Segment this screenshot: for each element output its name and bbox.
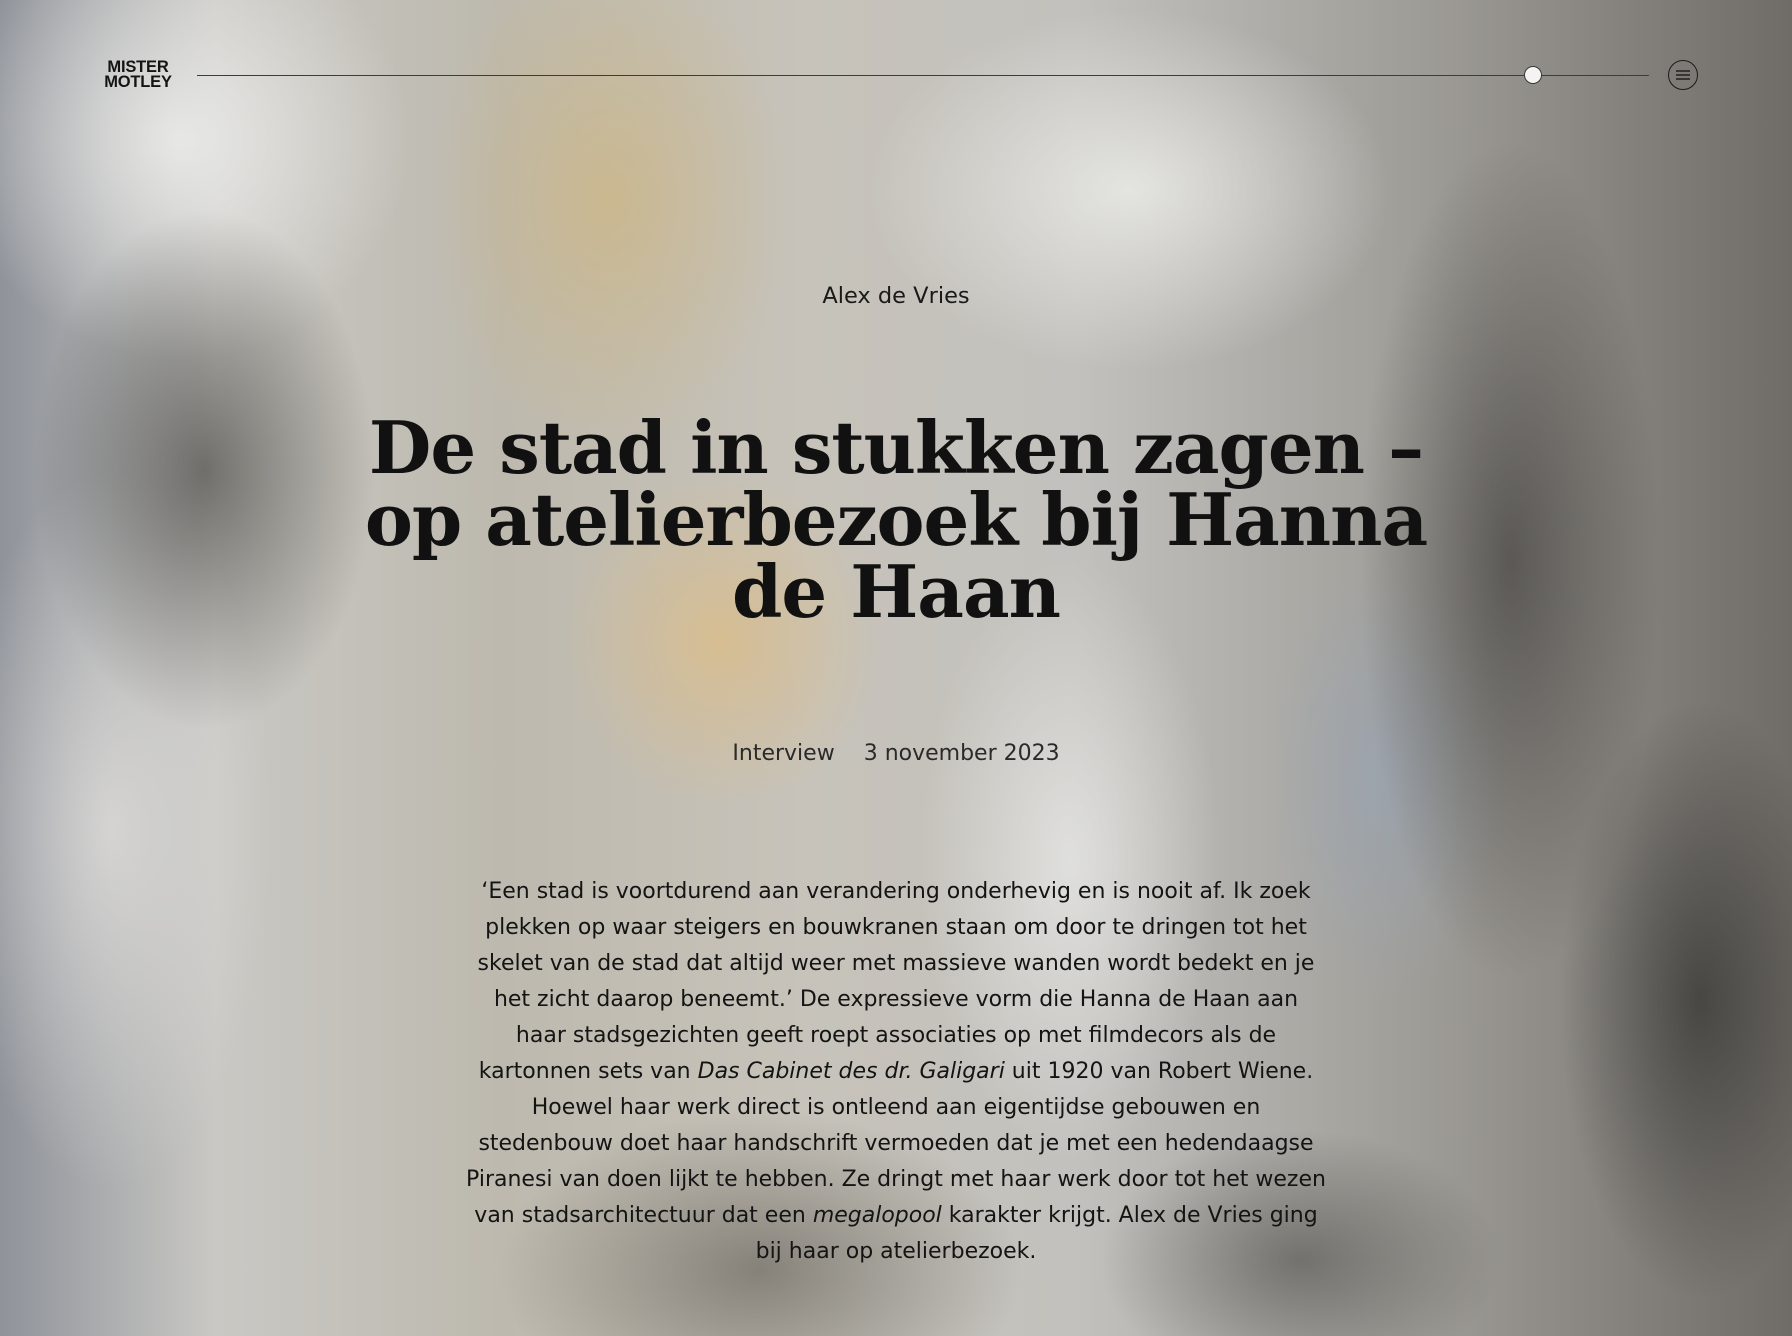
lead-film-title: Das Cabinet des dr. Galigari	[697, 1059, 1005, 1084]
article-date: 3 november 2023	[863, 741, 1060, 766]
article-author[interactable]: Alex de Vries	[822, 283, 970, 309]
hamburger-icon	[1675, 69, 1691, 81]
mister-motley-logo[interactable]	[98, 60, 178, 90]
menu-button[interactable]	[1668, 60, 1698, 90]
article-title: De stad in stukken zagen – op atelierbezoek bij Hanna de Haan	[364, 405, 1428, 634]
article-meta	[0, 738, 1792, 770]
site-header	[0, 0, 1792, 140]
logo-line-motley: MOTLEY	[104, 73, 172, 91]
reading-progress-track	[197, 75, 1649, 76]
article-category[interactable]: Interview	[732, 741, 835, 766]
lead-text-part-3: karakter krijgt. Alex de Vries ging bij haar op atelierbezoek.	[755, 1203, 1318, 1264]
reading-progress-knob[interactable]	[1524, 66, 1542, 84]
lead-text-part-1: ‘Een stad is voortdurend aan verandering onderhevig en is nooit af. Ik zoek plekken op waar steigers en bouwkranen staan om door te dringen tot het skelet van de stad dat altijd weer met massieve wanden wordt bedekt en je het zicht daarop beneemt.’ De expressieve vorm die Hanna de Haan aan haar stadsgezichten geeft roept associaties op met filmdecors als de kartonnen sets van	[477, 879, 1315, 1084]
logo-line-mister: MISTER	[107, 58, 169, 76]
article-lead	[466, 874, 1326, 1270]
lead-text-part-2: uit 1920 van Robert Wiene. Hoewel haar werk direct is ontleend aan eigentijdse gebouwen en stedenbouw doet haar handschrift vermoeden dat je met een hedendaagse Piranesi van doen lijkt te hebben. Ze dringt met haar werk door tot het wezen van stadsarchitectuur dat een	[466, 1059, 1326, 1228]
lead-emphasis: megalopool	[812, 1203, 942, 1228]
